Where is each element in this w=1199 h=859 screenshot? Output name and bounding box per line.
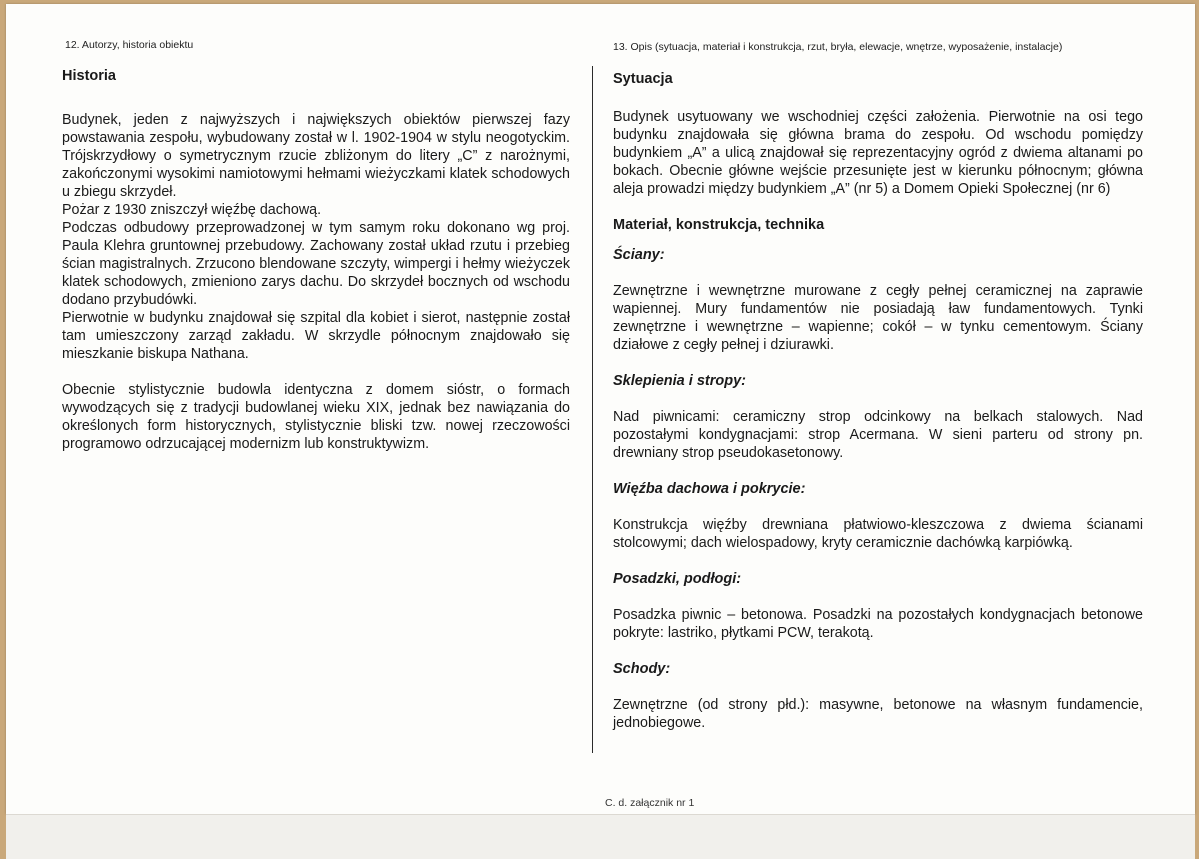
floors-text: Posadzka piwnic – betonowa. Posadzki na pozostałych kondygnacjach betonowe pokryte: lastriko, płytkami PCW, terakotą. — [613, 607, 1143, 641]
history-paragraph: Budynek, jeden z najwyższych i największych obiektów pierwszej fazy powstawania zespołu, wybudowany został w l. 1902-1904 w stylu neogotyckim. Trójskrzydłowy o symetrycznym rzucie zbliżonym do litery „C” z narożnymi, zakończonymi wysokimi namiotowymi hełmami wieżyczkami klatek schodowych u zbiegu skrzydeł. — [62, 112, 570, 200]
history-paragraph: Podczas odbudowy przeprowadzonej w tym samym roku dokonano wg proj. Paula Klehra gruntownej przebudowy. Zachowany został układ rzutu i przebieg ścian magistralnych. Zrzucono blendowane szczyty, wimpergi i hełmy wieżyczek klatek schodowych, zmieniono zarys dachu. Do skrzydeł bocznych od wschodu dodano przybudówki. — [62, 220, 570, 308]
material-title: Materiał, konstrukcja, technika — [613, 217, 825, 233]
section-header-history: 12. Autorzy, historia obiektu — [65, 39, 194, 51]
vaults-title: Sklepienia i stropy: — [613, 373, 746, 389]
walls-text: Zewnętrzne i wewnętrzne murowane z cegły pełnej ceramicznej na zaprawie wapiennej. Mury fundamentów nie posiadają ław fundamentowych. Tynki zewnętrzne i wewnętrzne – wapienne; cokół – w tynku cementowym. Ściany działowe z cegły pełnej i dziurawki. — [613, 283, 1143, 353]
floors-title: Posadzki, podłogi: — [613, 571, 742, 587]
description-content — [613, 70, 1143, 732]
history-paragraph: Obecnie stylistycznie budowla identyczna z domem sióstr, o formach wywodzących się z tradycji budowlanej wieku XIX, jednak bez nawiązania do określonych form historycznych, stylistycznie bliski tzw. nowej rzeczowości programowo odrzucającej modernizm lub konstruktywizm. — [62, 382, 570, 452]
roof-text: Konstrukcja więźby drewniana płatwiowo-kleszczowa z dwiema ścianami stolcowymi; dach wielospadowy, kryty ceramicznie dachówką karpiówką. — [613, 517, 1143, 551]
history-paragraph: Pierwotnie w budynku znajdował się szpital dla kobiet i sierot, następnie został tam umieszczony zarząd zakładu. W skrzydle północnym znajdowało się mieszkanie biskupa Nathana. — [62, 310, 570, 362]
document-page — [6, 4, 1195, 814]
history-title: Historia — [62, 68, 116, 84]
vaults-text: Nad piwnicami: ceramiczny strop odcinkowy na belkach stalowych. Nad pozostałymi kondygnacjami: strop Acermana. W sieni parteru od strony pn. drewniany strop pseudokasetonowy. — [613, 409, 1143, 461]
walls-title: Ściany: — [613, 247, 665, 263]
history-content — [62, 67, 570, 453]
history-paragraph: Pożar z 1930 zniszczył więźbę dachową. — [62, 202, 322, 218]
stairs-text: Zewnętrzne (od strony płd.): masywne, betonowe na własnym fundamencie, jednobiegowe. — [613, 697, 1143, 731]
stairs-title: Schody: — [613, 661, 671, 677]
section-header-description: 13. Opis (sytuacja, materiał i konstrukcja, rzut, bryła, elewacje, wnętrze, wyposażenie, instalacje) — [613, 41, 1063, 53]
page-footer: C. d. załącznik nr 1 — [605, 797, 695, 809]
underlying-page-edge — [6, 814, 1195, 859]
column-divider — [592, 66, 593, 753]
roof-title: Więźba dachowa i pokrycie: — [613, 481, 806, 497]
situation-text: Budynek usytuowany we wschodniej części założenia. Pierwotnie na osi tego budynku znajdowała się główna brama do zespołu. Od wschodu pomiędzy budynkiem „A” a ulicą znajdował się reprezentacyjny ogród z dwiema altanami po bokach. Obecnie główne wejście przesunięte jest w kierunku północnym; główna aleja prowadzi między budynkiem „A” (nr 5) a Domem Opieki Społecznej (nr 6) — [613, 109, 1143, 197]
situation-title: Sytuacja — [613, 71, 673, 87]
